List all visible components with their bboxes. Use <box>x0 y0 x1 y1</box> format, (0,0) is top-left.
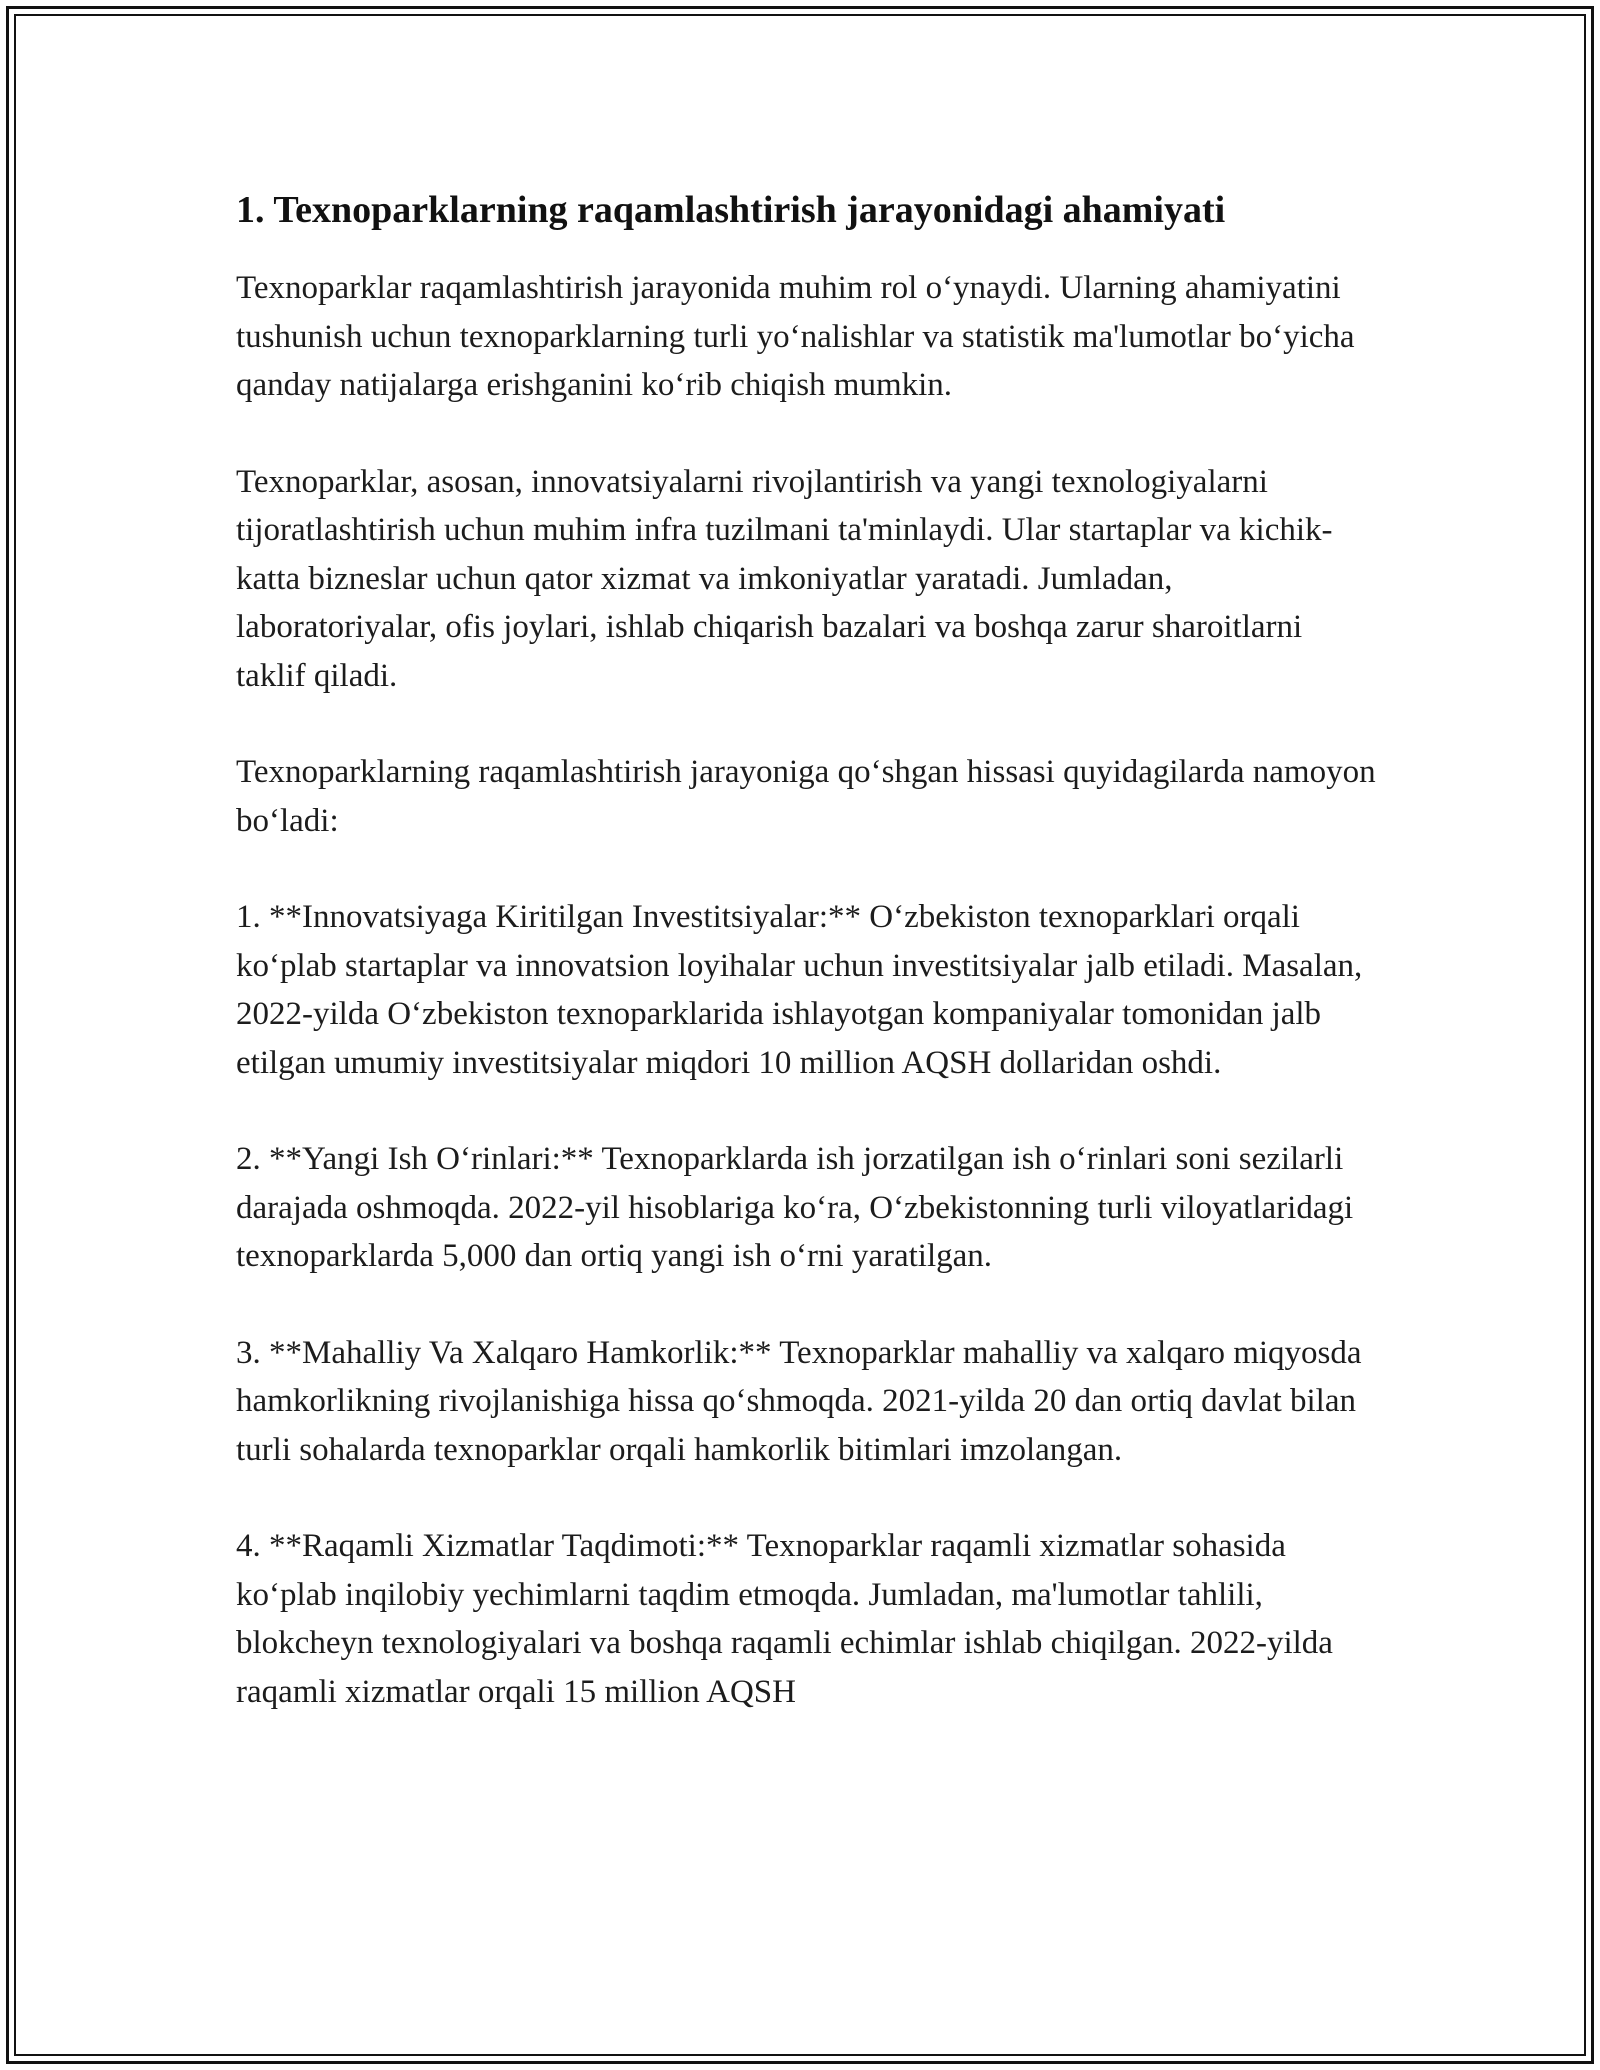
intro-paragraph: Texnoparklar raqamlashtirish jarayonida muhim rol o‘ynaydi. Ularning ahamiyatini tushunish uchun texnoparklarning turli yo‘nalishlar va statistik ma'lumotlar bo‘yicha qanday natijalarga erishganini ko‘rib chiqish mumkin. <box>236 270 1355 403</box>
list-item-new-jobs: 2. **Yangi Ish O‘rinlari:** Texnoparklarda ish jorzatilgan ish o‘rinlari soni sezilarli darajada oshmoqda. 2022-yil hisoblariga ko‘ra, O‘zbekistonning turli viloyatlaridagi texnoparklarda 5,000 dan ortiq yangi ish o‘rni yaratilgan. <box>236 1141 1354 1274</box>
overview-paragraph: Texnoparklar, asosan, innovatsiyalarni rivojlantirish va yangi texnologiyalarni tijoratlashtirish uchun muhim infra tuzilmani ta'minlaydi. Ular startaplar va kichik-katta bizneslar uchun qator xizmat va imkoniyatlar yaratadi. Jumladan, laboratoriyalar, ofis joylari, ishlab chiqarish bazalari va boshqa zarur sharoitlarni taklif qiladi. <box>236 463 1333 694</box>
document-body <box>236 186 1376 1764</box>
list-item-investments: 1. **Innovatsiyaga Kiritilgan Investitsiyalar:** O‘zbekiston texnoparklari orqali ko‘plab startaplar va innovatsion loyihalar uchun investitsiyalar jalb etiladi. Masalan, 2022-yilda O‘zbekiston texnoparklarida ishlayotgan kompaniyalar tomonidan jalb etilgan umumiy investitsiyalar miqdori 10 million AQSH dollaridan oshdi. <box>236 899 1363 1081</box>
section-heading: 1. Texnoparklarning raqamlashtirish jarayonidagi ahamiyati <box>236 189 1226 231</box>
list-item-cooperation: 3. **Mahalliy Va Xalqaro Hamkorlik:** Texnoparklar mahalliy va xalqaro miqyosda hamkorlikning rivojlanishiga hissa qo‘shmoqda. 2021-yilda 20 dan ortiq davlat bilan turli sohalarda texnoparklar orqali hamkorlik bitimlari imzolangan. <box>236 1334 1362 1468</box>
contribution-lead-paragraph: Texnoparklarning raqamlashtirish jarayoniga qo‘shgan hissasi quyidagilarda namoyon bo‘ladi: <box>236 754 1376 839</box>
list-item-digital-services: 4. **Raqamli Xizmatlar Taqdimoti:** Texnoparklar raqamli xizmatlar sohasida ko‘plab inqilobiy yechimlarni taqdim etmoqda. Jumladan, ma'lumotlar tahlili, blokcheyn texnologiyalari va boshqa raqamli echimlar ishlab chiqilgan. 2022-yilda raqamli xizmatlar orqali 15 million AQSH <box>236 1528 1333 1710</box>
